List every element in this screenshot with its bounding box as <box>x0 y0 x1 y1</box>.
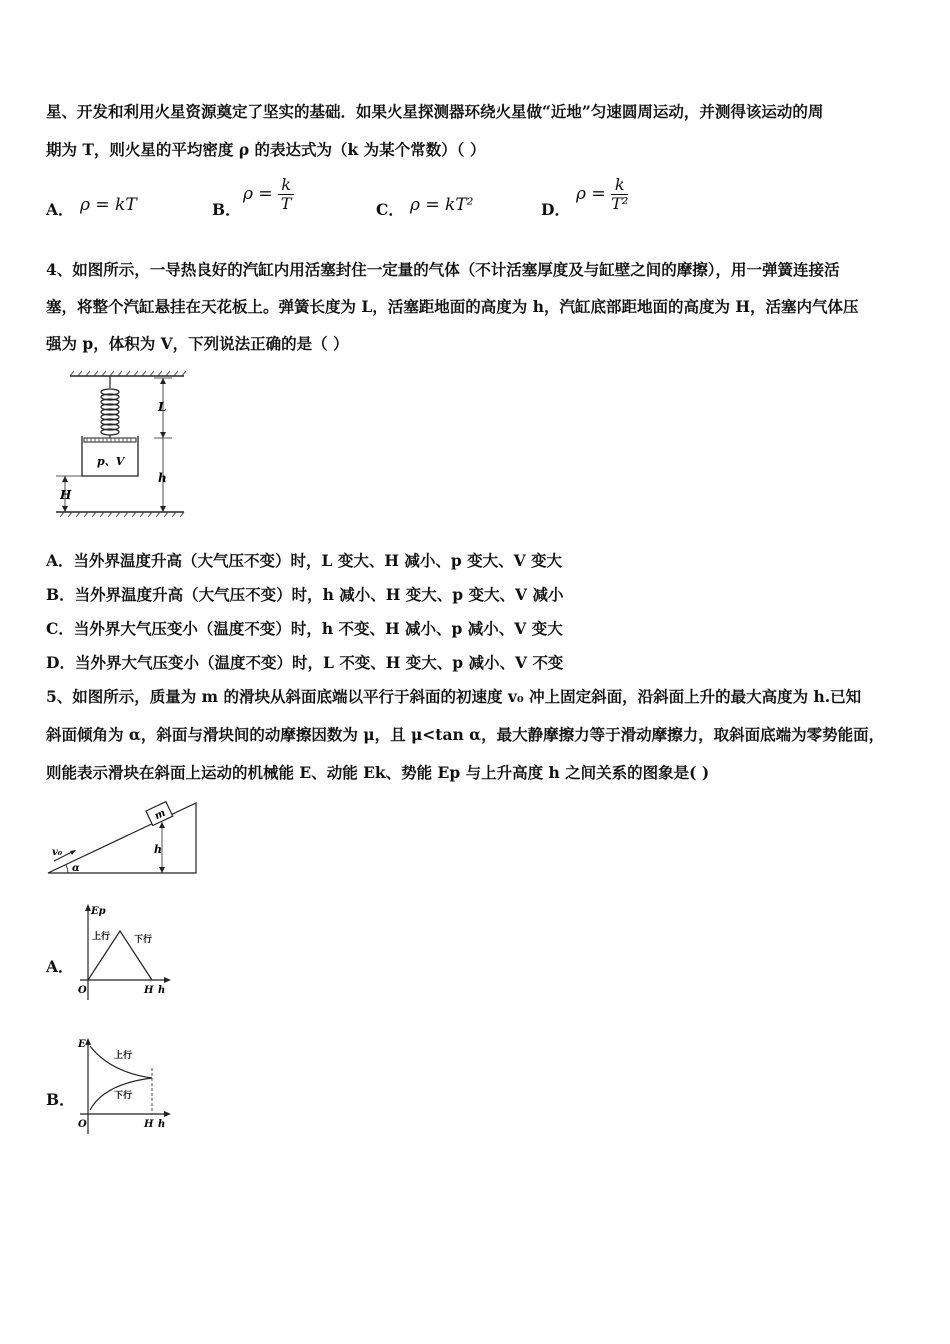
graph-b-xH: H <box>144 1119 154 1130</box>
graph-a-xh: h <box>158 985 166 996</box>
q3-option-b-label: B． <box>212 200 241 219</box>
q3-option-c-formula: ρ = kT² <box>410 195 474 215</box>
graph-a-up-label: 上行 <box>92 932 111 942</box>
gas-label: p、V <box>97 455 125 468</box>
cylinder-figure <box>52 370 192 522</box>
q3-option-c-label: C． <box>376 200 404 219</box>
label-m: m <box>153 807 168 823</box>
q3-option-d-formula: ρ = $\frac{k}{\text{T²}}$ <box>576 175 629 213</box>
label-alpha: α <box>72 863 80 874</box>
q3-option-a-label: A． <box>46 200 74 219</box>
graph-b-up-label: 上行 <box>114 1051 133 1061</box>
label-v0: v₀ <box>52 847 63 858</box>
q4-option-b: B．当外界温度升高（大气压不变）时，h 减小、H 变大、p 变大、V 减小 <box>46 585 564 604</box>
q5-text-line1: 5、如图所示，质量为 m 的滑块从斜面底端以平行于斜面的初速度 v₀ 冲上固定斜面，沿斜面上升的最大高度为 h.已知 <box>46 687 862 706</box>
label-H: H <box>60 488 72 502</box>
graph-a-down-label: 下行 <box>134 935 153 945</box>
label-L: L <box>158 400 167 414</box>
q3-option-d-label: D． <box>541 200 570 219</box>
q4-text-line1: 4、如图所示，一导热良好的汽缸内用活塞封住一定量的气体（不计活塞厚度及与缸壁之间的摩擦），用一弹簧连接活 <box>46 260 840 279</box>
q4-text-line3: 强为 p，体积为 V，下列说法正确的是（ ） <box>46 334 349 353</box>
q4-option-c: C．当外界大气压变小（温度不变）时，h 不变、H 减小、p 减小、V 变大 <box>46 619 563 638</box>
q3-text-line1: 星、开发和利用火星资源奠定了坚实的基础．如果火星探测器环绕火星做“近地”匀速圆周运动，并测得该运动的周 <box>46 102 824 121</box>
q4-text-line2: 塞，将整个汽缸悬挂在天花板上。弹簧长度为 L，活塞距地面的高度为 h，汽缸底部距地面的高度为 H，活塞内气体压 <box>46 297 859 316</box>
graph-a-xH: H <box>144 985 154 996</box>
q4-option-a: A．当外界温度升高（大气压不变）时，L 变大、H 减小、p 变大、V 变大 <box>46 551 563 570</box>
label-incline-h: h <box>154 843 162 856</box>
graph-a-ylabel: Ep <box>91 906 106 917</box>
graph-a-origin: O <box>78 985 87 996</box>
graph-b-xh: h <box>158 1119 166 1130</box>
graph-b <box>76 1034 176 1138</box>
q5-option-a-label: A． <box>46 957 74 976</box>
q5-text-line3: 则能表示滑块在斜面上运动的机械能 E、动能 Ek、势能 Ep 与上升高度 h 之间关系的图象是( ) <box>46 763 710 782</box>
graph-a <box>76 900 176 1004</box>
q3-option-b-formula: ρ = $\frac{k}{T}$ <box>243 176 294 213</box>
graph-b-down-label: 下行 <box>114 1091 133 1101</box>
q3-option-a-formula: ρ = kT <box>80 195 137 215</box>
label-h: h <box>158 471 167 485</box>
graph-b-ylabel: E <box>78 1039 86 1050</box>
q3-text-line2: 期为 T，则火星的平均密度 ρ 的表达式为（k 为某个常数）（ ） <box>46 140 486 159</box>
q5-text-line2: 斜面倾角为 α，斜面与滑块间的动摩擦因数为 μ，且 μ<tan α，最大静摩擦力等于滑动摩擦力，取斜面底端为零势能面， <box>46 725 885 744</box>
graph-b-origin: O <box>78 1119 87 1130</box>
incline-figure <box>46 795 202 877</box>
q4-option-d: D．当外界大气压变小（温度不变）时，L 不变、H 变大、p 减小、V 不变 <box>46 653 564 672</box>
q5-option-b-label: B． <box>46 1090 75 1109</box>
